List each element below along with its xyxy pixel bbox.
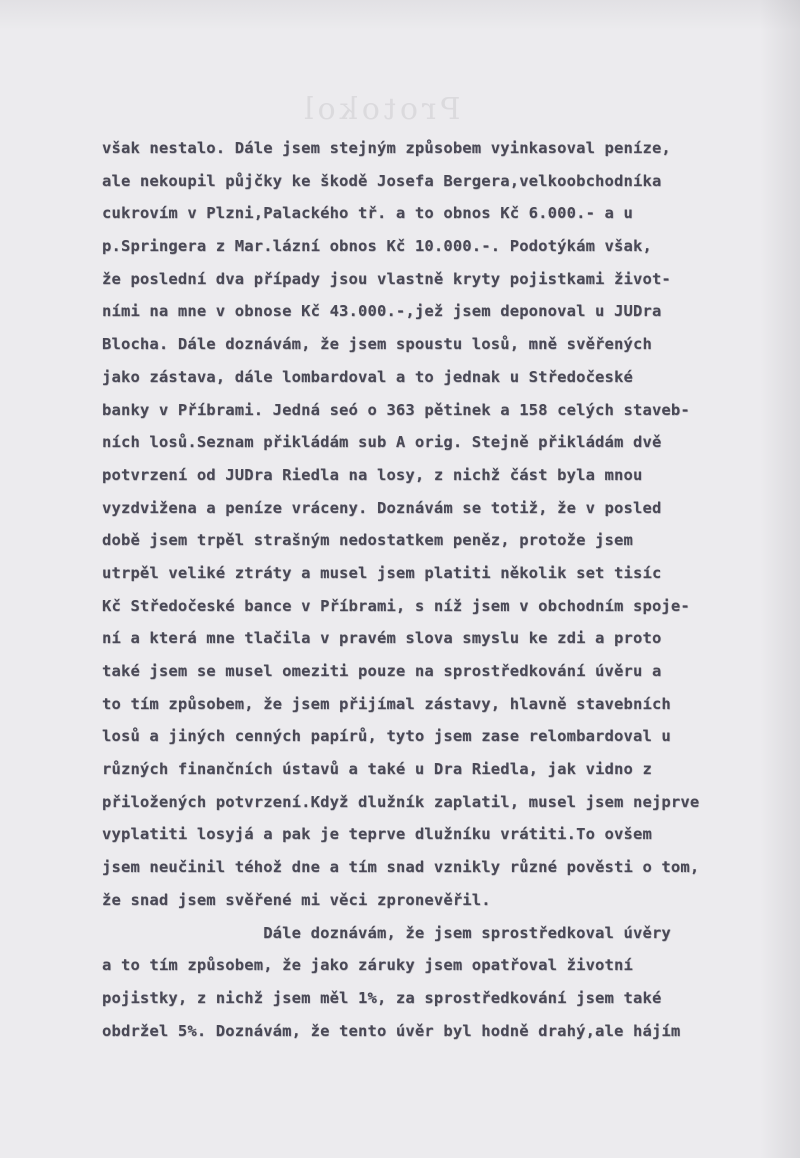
text-line: ní a která mne tlačila v pravém slova smyslu ke zdi a proto	[102, 629, 662, 648]
text-line: Blocha. Dále doznávám, že jsem spoustu losů, mně svěřených	[102, 335, 652, 354]
text-line: cukrovím v Plzni,Palackého tř. a to obnos Kč 6.000.- a u	[102, 204, 633, 223]
text-line: také jsem se musel omeziti pouze na sprostředkování úvěru a	[102, 662, 662, 680]
text-line: vyzdvižena a peníze vráceny. Doznávám se totiž, že v posled	[102, 498, 662, 517]
text-line: ale nekoupil půjčky ke škodě Josefa Bergera,velkoobchodníka	[102, 171, 662, 190]
text-line: pojistky, z nichž jsem měl 1%, za sprostředkování jsem také	[102, 988, 662, 1007]
text-line: ními na mne v obnose Kč 43.000.-,jež jsem deponoval u JUDra	[102, 302, 662, 321]
text-line: přiložených potvrzení.Když dlužník zaplatil, musel jsem nejprve	[102, 792, 700, 811]
typed-text-body	[102, 132, 782, 1047]
text-line: Dále doznávám, že jsem sprostředkoval úvěry	[102, 923, 671, 942]
text-line: obdržel 5%. Doznávám, že tento úvěr byl hodně drahý,ale hájím	[102, 1021, 681, 1040]
bleed-through-heading: Protokol	[300, 92, 461, 127]
text-line: banky v Příbrami. Jedná seó o 363 pětinek a 158 celých staveb-	[102, 400, 690, 419]
text-line: ních losů.Seznam přikládám sub A orig. Stejně přikládám dvě	[102, 433, 662, 452]
text-line: a to tím způsobem, že jako záruky jsem opatřoval životní	[102, 956, 633, 975]
text-line: vyplatiti losyjá a pak je teprve dlužníku vrátiti.To ovšem	[102, 825, 652, 844]
text-line: že snad jsem svěřené mi věci zpronevěřil.	[102, 890, 491, 909]
text-line: různých finančních ústavů a také u Dra Riedla, jak vidno z	[102, 760, 652, 779]
text-line: Kč Středočeské bance v Příbrami, s níž jsem v obchodním spoje-	[102, 596, 690, 615]
text-line: jsem neučinil téhož dne a tím snad vznikly různé pověsti o tom,	[102, 858, 700, 877]
text-line: losů a jiných cenných papírů, tyto jsem zase relombardoval u	[102, 727, 671, 746]
text-line: jako zástava, dále lombardoval a to jednak u Středočeské	[102, 367, 633, 386]
text-line: že poslední dva případy jsou vlastně kryty pojistkami život-	[102, 269, 671, 288]
page-shadow-top	[0, 0, 800, 30]
text-line: p.Springera z Mar.lázní obnos Kč 10.000.-. Podotýkám však,	[102, 237, 652, 256]
text-line: to tím způsobem, že jsem přijímal zástavy, hlavně stavebních	[102, 694, 671, 713]
text-line: utrpěl veliké ztráty a musel jsem platiti několik set tisíc	[102, 563, 662, 582]
text-line: potvrzení od JUDra Riedla na losy, z nichž část byla mnou	[102, 465, 643, 484]
text-line: době jsem trpěl strašným nedostatkem peněz, protože jsem	[102, 531, 633, 550]
text-line: však nestalo. Dále jsem stejným způsobem vyinkasoval peníze,	[102, 139, 671, 157]
